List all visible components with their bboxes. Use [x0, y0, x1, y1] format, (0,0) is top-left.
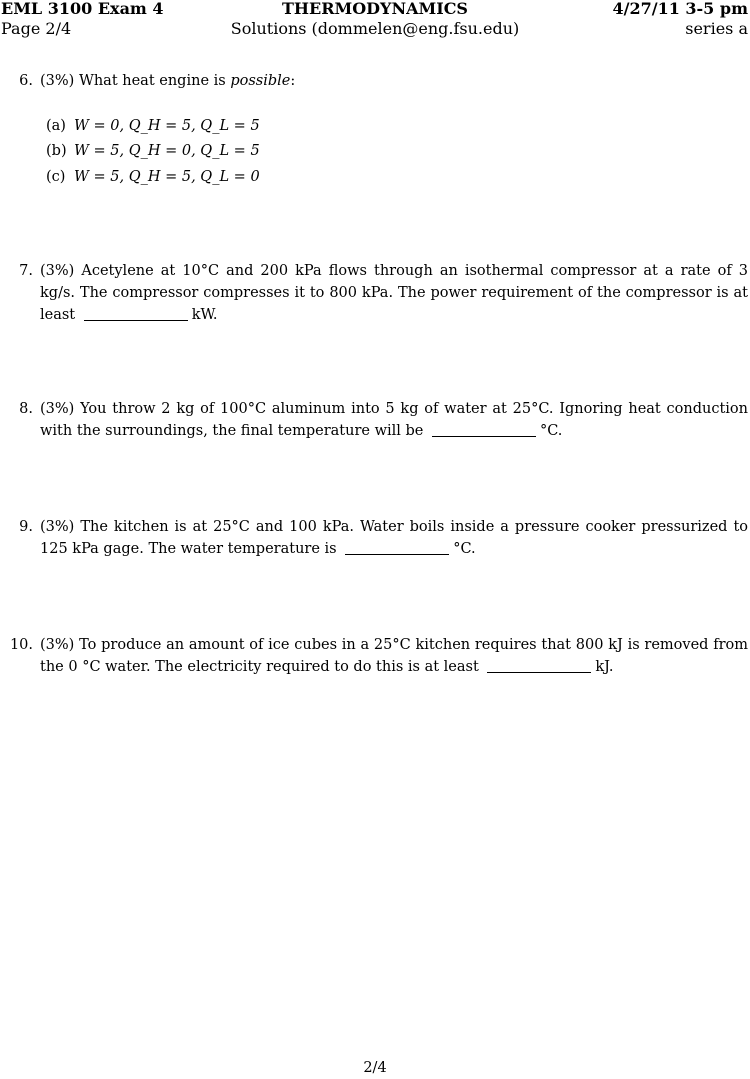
question-number: 7. [19, 263, 33, 279]
solutions-contact: Solutions (dommelen@eng.fsu.edu) [230, 19, 520, 38]
page-footer: 2/4 [363, 1060, 387, 1076]
answer-blank[interactable] [345, 540, 449, 555]
question-number: 6. [19, 73, 33, 89]
emphasis-text: possible [230, 73, 291, 89]
subject-title: THERMODYNAMICS [282, 0, 468, 18]
option-a: (a) W = 0, Q_H = 5, Q_L = 5 [46, 118, 260, 134]
course-title: EML 3100 Exam 4 [1, 0, 164, 18]
answer-blank[interactable] [487, 658, 591, 673]
page-indicator: Page 2/4 [1, 19, 72, 38]
question-number: 8. [19, 401, 33, 417]
series-label: series a [685, 19, 748, 38]
question-text: (3%) Acetylene at 10°C and 200 kPa flows through an isothermal compressor at a rate of 3 kg/s. The compressor compresses it to 800 kPa. The power requirement of the compressor is at least kW. [40, 263, 748, 323]
option-c: (c) W = 5, Q_H = 5, Q_L = 0 [46, 169, 260, 185]
question-text: (3%) To produce an amount of ice cubes in a 25°C kitchen requires that 800 kJ is removed from the 0 °C water. The electricity required to do this is at least kJ. [40, 637, 748, 675]
question-number: 9. [19, 519, 33, 535]
answer-blank[interactable] [432, 422, 536, 437]
question-text: (3%) You throw 2 kg of 100°C aluminum into 5 kg of water at 25°C. Ignoring heat conduction with the surroundings, the final temperature will be °C. [40, 401, 748, 439]
option-b: (b) W = 5, Q_H = 0, Q_L = 5 [46, 143, 260, 159]
exam-date: 4/27/11 3-5 pm [612, 0, 748, 18]
answer-blank[interactable] [84, 306, 188, 321]
question-text: (3%) What heat engine is possible: [40, 73, 296, 89]
question-text: (3%) The kitchen is at 25°C and 100 kPa. Water boils inside a pressure cooker pressurized to 125 kPa gage. The water temperature is °C. [40, 519, 748, 557]
question-number: 10. [9, 637, 33, 653]
